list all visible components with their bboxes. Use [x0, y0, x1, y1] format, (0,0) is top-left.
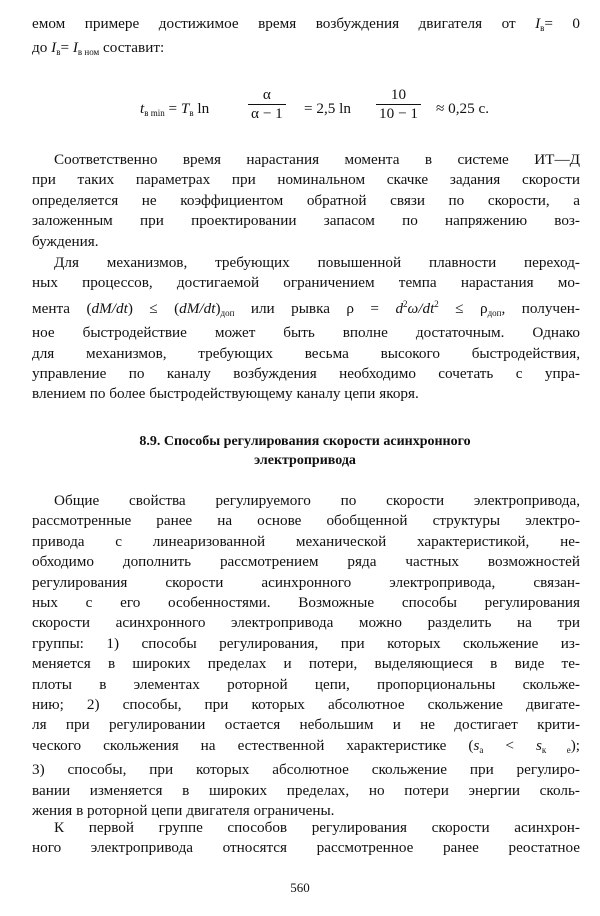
formula-mid: = 2,5 ln	[304, 100, 351, 117]
section-heading	[60, 432, 550, 470]
p2-line-formula: мента $(dM/dt) \le (dM/dt)_{доп}$ или рывка $\rho = d^2\omega/dt^2 \le \rho_{доп}$, получен-	[32, 298, 580, 318]
p1-line: Соответственно время нарастания момента в системе ИТ—Д	[54, 151, 580, 168]
paragraph-3	[32, 491, 580, 822]
p3-line: жения в роторной цепи двигателя ограничены.	[32, 802, 335, 820]
p2-line: ное быстродействие может быть вполне достаточным. Однако	[32, 324, 580, 342]
p3-line: обходимо дополнить рассмотрением ряда частных возможностей	[32, 553, 580, 571]
p3-line: плоты в элементах роторной цепи, пропорциональны скольже-	[32, 675, 580, 693]
p3-line-formula: ческого скольжения на естественной характеристике $(s_a < s_{к е})$;	[32, 736, 580, 755]
p4-line: ного электропривода относятся рассмотренное ранее реостатное	[32, 839, 580, 857]
p3-line: нию; 2) способы, при которых абсолютное скольжение двигате-	[32, 696, 580, 714]
heading-line-2: электропривода	[254, 453, 356, 468]
p3-line: привода с линеаризованной механической характеристикой, не-	[32, 532, 580, 550]
paragraph-2	[32, 253, 580, 405]
p1-line: определяется не коэффициентом обратной связи по скорости, а	[32, 191, 580, 209]
p2-line: влением по более быстродействующему каналу цепи якоря.	[32, 385, 419, 403]
p2-line: Для механизмов, требующих повышенной плавности переход-	[54, 254, 580, 271]
formula-t-min	[140, 86, 560, 132]
p3-line: 3) способы, при которых абсолютное скольжение при регулиро-	[32, 761, 580, 779]
p3-line: вании изменяется в широких пределах, но потери энергии сколь-	[32, 781, 580, 799]
fraction-alpha: $\frac{\alpha}{\alpha - 1}$	[248, 86, 286, 123]
p3-line: ных с его особенностями. Возможные способы регулирования	[32, 594, 580, 612]
p1-line: заложенным при проектировании запасом по напряжению воз-	[32, 212, 580, 230]
p2-line: для механизмов, требующих весьма высокого быстродействия,	[32, 344, 580, 362]
p3-line: Общие свойства регулируемого по скорости электропривода,	[54, 492, 580, 509]
p3-line: регулирования скорости асинхронного электропривода, связан-	[32, 573, 580, 591]
p3-line: группы: 1) способы регулирования, при которых скольжение из-	[32, 634, 580, 652]
p3-line: скорости асинхронного электропривода можно разделить на три	[32, 614, 580, 632]
fraction-ten: $\frac{10}{10 - 1}$	[376, 86, 421, 123]
p4-line: К первой группе способов регулирования скорости асинхрон-	[54, 819, 580, 836]
paragraph-1	[32, 150, 580, 252]
intro-line-2: до $I_в= I_{в ном}$ составит:	[32, 39, 165, 58]
p3-line: ля при регулировании остается небольшим и не достигает крити-	[32, 716, 580, 734]
p2-line: управление по каналу возбуждения необходимо сочетать с упра-	[32, 365, 580, 383]
intro-line-1: емом примере достижимое время возбуждения двигателя от $I_в= 0$	[32, 15, 581, 33]
p1-line: при таких параметрах при номинальном скачке задания скорости	[32, 171, 580, 189]
p3-line: рассмотренные ранее на основе обобщенной структуры электро-	[32, 512, 580, 530]
intro-block	[32, 14, 580, 63]
p2-line: ных процессов, достигаемой ограничением темпа нарастания мо-	[32, 274, 580, 292]
p3-line: меняется в широких пределах и потери, выделяющиеся в виде те-	[32, 655, 580, 673]
heading-line-1: 8.9. Способы регулирования скорости асинхронного	[139, 434, 471, 449]
page-number: 560	[290, 880, 310, 895]
formula-result: ≈ 0,25 с.	[436, 100, 490, 117]
formula-lhs: $t_{в min} = T_в$ ln	[140, 100, 210, 118]
paragraph-4	[32, 818, 580, 859]
p1-line: буждения.	[32, 232, 99, 250]
